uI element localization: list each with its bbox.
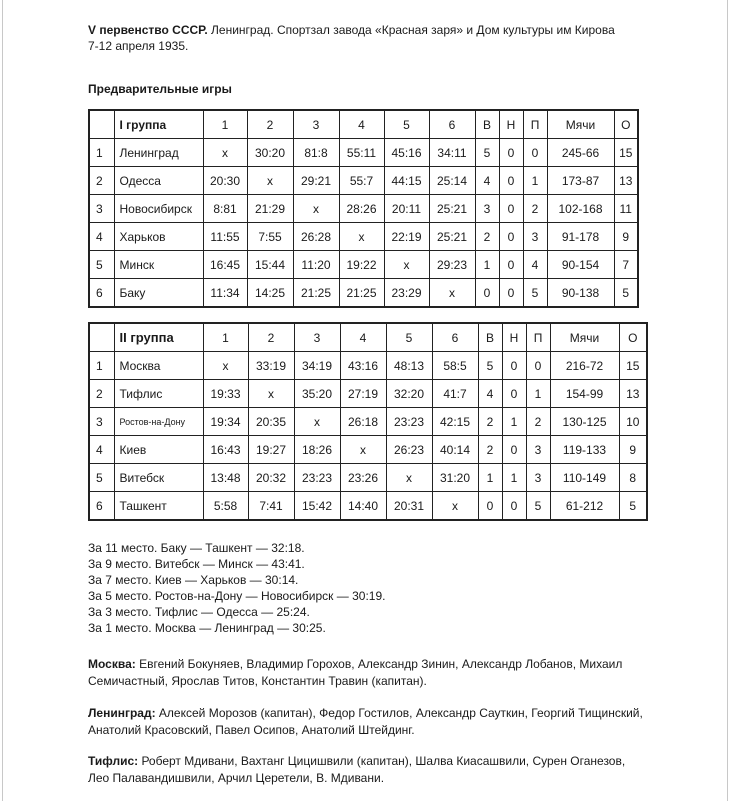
column-header: В: [475, 110, 499, 139]
score-cell: 27:19: [340, 380, 386, 408]
score-cell: 15:42: [294, 492, 340, 521]
final-placement-games: [88, 540, 385, 636]
points-cell: 11: [614, 195, 638, 223]
championship-venue: Ленинград. Спортзал завода «Красная заря» и Дом культуры им Кирова: [207, 23, 615, 37]
score-cell: 34:19: [294, 352, 340, 380]
score-cell: 33:19: [248, 352, 294, 380]
losses-cell: 1: [523, 167, 547, 195]
championship-dates: 7-12 апреля 1935.: [88, 39, 189, 53]
team-name-cell: Киев: [114, 436, 203, 464]
score-cell: 21:25: [339, 279, 384, 308]
losses-cell: 2: [523, 195, 547, 223]
score-cell: x: [294, 408, 340, 436]
final-game: За 11 место. Баку — Ташкент — 32:18.: [88, 541, 305, 555]
final-game: За 7 место. Киев — Харьков — 30:14.: [88, 573, 299, 587]
balls-cell: 61-212: [550, 492, 619, 521]
table-row: [89, 139, 638, 167]
score-cell: 20:30: [203, 167, 247, 195]
score-cell: 20:35: [248, 408, 294, 436]
draws-cell: 0: [499, 279, 523, 308]
score-cell: 58:5: [432, 352, 478, 380]
table-row: [89, 223, 638, 251]
draws-cell: 0: [499, 251, 523, 279]
wins-cell: 3: [475, 195, 499, 223]
championship-title-bold: V первенство СССР.: [88, 23, 208, 37]
points-cell: 15: [619, 352, 647, 380]
table-row: [89, 464, 647, 492]
roster-team: Тифлис:: [88, 754, 139, 768]
table-row: [89, 167, 638, 195]
score-cell: 13:48: [203, 464, 248, 492]
score-cell: 35:20: [294, 380, 340, 408]
balls-cell: 173-87: [547, 167, 614, 195]
losses-cell: 5: [526, 492, 550, 521]
column-header: 5: [386, 323, 432, 352]
column-header: Мячи: [547, 110, 614, 139]
score-cell: 19:27: [248, 436, 294, 464]
losses-cell: 5: [523, 279, 547, 308]
roster-leningrad: [88, 705, 648, 739]
balls-cell: 102-168: [547, 195, 614, 223]
losses-cell: 0: [526, 352, 550, 380]
balls-cell: 245-66: [547, 139, 614, 167]
team-name-cell: Новосибирск: [114, 195, 203, 223]
score-cell: 26:18: [340, 408, 386, 436]
column-header: 3: [293, 110, 339, 139]
roster-team: Ленинград:: [88, 706, 156, 720]
score-cell: 7:41: [248, 492, 294, 521]
points-cell: 9: [619, 436, 647, 464]
score-cell: 43:16: [340, 352, 386, 380]
draws-cell: 0: [502, 436, 526, 464]
score-cell: x: [203, 139, 247, 167]
balls-cell: 90-154: [547, 251, 614, 279]
wins-cell: 0: [475, 279, 499, 308]
corner-cell: [89, 110, 114, 139]
team-name-cell: Тифлис: [114, 380, 203, 408]
rank-cell: 1: [89, 352, 114, 380]
final-game: За 3 место. Тифлис — Одесса — 25:24.: [88, 605, 310, 619]
wins-cell: 2: [475, 223, 499, 251]
rank-cell: 2: [89, 167, 114, 195]
column-header: 4: [339, 110, 384, 139]
score-cell: 23:23: [386, 408, 432, 436]
draws-cell: 1: [502, 464, 526, 492]
column-header: В: [478, 323, 502, 352]
team-name-cell: Харьков: [114, 223, 203, 251]
team-name-cell: Ленинград: [114, 139, 203, 167]
score-cell: x: [248, 380, 294, 408]
points-cell: 13: [619, 380, 647, 408]
column-header: Мячи: [550, 323, 619, 352]
draws-cell: 0: [502, 492, 526, 521]
score-cell: 16:43: [203, 436, 248, 464]
losses-cell: 3: [526, 436, 550, 464]
roster-players: Алексей Морозов (капитан), Федор Гостилов, Александр Сауткин, Георгий Тищинский, Анатолий Красовский, Павел Осипов, Анатолий Штейдинг.: [88, 706, 643, 737]
draws-cell: 1: [502, 408, 526, 436]
score-cell: 25:21: [429, 223, 475, 251]
balls-cell: 130-125: [550, 408, 619, 436]
draws-cell: 0: [499, 167, 523, 195]
points-cell: 5: [614, 279, 638, 308]
score-cell: 5:58: [203, 492, 248, 521]
losses-cell: 2: [526, 408, 550, 436]
score-cell: 20:31: [386, 492, 432, 521]
score-cell: 22:19: [384, 223, 429, 251]
wins-cell: 5: [478, 352, 502, 380]
page-border-right: [727, 0, 728, 801]
rank-cell: 6: [89, 279, 114, 308]
rank-cell: 4: [89, 436, 114, 464]
team-name-cell: Москва: [114, 352, 203, 380]
score-cell: 25:14: [429, 167, 475, 195]
column-header: 5: [384, 110, 429, 139]
final-game: За 5 место. Ростов-на-Дону — Новосибирск — 30:19.: [88, 589, 386, 603]
score-cell: 26:28: [293, 223, 339, 251]
wins-cell: 1: [478, 464, 502, 492]
score-cell: 14:25: [247, 279, 293, 308]
draws-cell: 0: [499, 195, 523, 223]
column-header: О: [619, 323, 647, 352]
rank-cell: 4: [89, 223, 114, 251]
wins-cell: 2: [478, 436, 502, 464]
score-cell: x: [339, 223, 384, 251]
team-name-cell: Минск: [114, 251, 203, 279]
section-title: Предварительные игры: [88, 82, 232, 96]
column-header: 6: [432, 323, 478, 352]
group-title: II группа: [114, 323, 203, 352]
points-cell: 9: [614, 223, 638, 251]
points-cell: 7: [614, 251, 638, 279]
rank-cell: 5: [89, 251, 114, 279]
score-cell: 34:11: [429, 139, 475, 167]
page-border-left: [2, 0, 3, 801]
losses-cell: 4: [523, 251, 547, 279]
draws-cell: 0: [502, 352, 526, 380]
table-row: [89, 492, 647, 521]
wins-cell: 2: [478, 408, 502, 436]
column-header: Н: [499, 110, 523, 139]
rank-cell: 6: [89, 492, 114, 521]
losses-cell: 3: [523, 223, 547, 251]
team-name-cell: Баку: [114, 279, 203, 308]
group2-table: [88, 322, 648, 521]
team-name-cell: Витебск: [114, 464, 203, 492]
column-header: 3: [294, 323, 340, 352]
losses-cell: 3: [526, 464, 550, 492]
score-cell: 29:21: [293, 167, 339, 195]
score-cell: 20:32: [248, 464, 294, 492]
column-header: 6: [429, 110, 475, 139]
score-cell: 55:7: [339, 167, 384, 195]
score-cell: 15:44: [247, 251, 293, 279]
balls-cell: 119-133: [550, 436, 619, 464]
score-cell: 18:26: [294, 436, 340, 464]
wins-cell: 1: [475, 251, 499, 279]
score-cell: x: [340, 436, 386, 464]
score-cell: x: [429, 279, 475, 308]
score-cell: 81:8: [293, 139, 339, 167]
score-cell: 7:55: [247, 223, 293, 251]
score-cell: 28:26: [339, 195, 384, 223]
column-header: О: [614, 110, 638, 139]
score-cell: x: [203, 352, 248, 380]
roster-team: Москва:: [88, 657, 136, 671]
wins-cell: 4: [475, 167, 499, 195]
score-cell: x: [293, 195, 339, 223]
score-cell: 21:25: [293, 279, 339, 308]
score-cell: 31:20: [432, 464, 478, 492]
group1-table: [88, 109, 639, 308]
score-cell: 40:14: [432, 436, 478, 464]
score-cell: 23:29: [384, 279, 429, 308]
table-row: [89, 279, 638, 308]
column-header: 1: [203, 110, 247, 139]
draws-cell: 0: [499, 139, 523, 167]
rank-cell: 3: [89, 195, 114, 223]
score-cell: 30:20: [247, 139, 293, 167]
points-cell: 13: [614, 167, 638, 195]
final-game: За 9 место. Витебск — Минск — 43:41.: [88, 557, 305, 571]
score-cell: 29:23: [429, 251, 475, 279]
points-cell: 15: [614, 139, 638, 167]
wins-cell: 5: [475, 139, 499, 167]
wins-cell: 4: [478, 380, 502, 408]
team-name-cell: Ростов-на-Дону: [114, 408, 203, 436]
roster-moscow: [88, 656, 648, 690]
column-header: П: [526, 323, 550, 352]
score-cell: 16:45: [203, 251, 247, 279]
score-cell: 19:34: [203, 408, 248, 436]
losses-cell: 0: [523, 139, 547, 167]
score-cell: 14:40: [340, 492, 386, 521]
score-cell: 11:20: [293, 251, 339, 279]
final-game: За 1 место. Москва — Ленинград — 30:25.: [88, 621, 326, 635]
score-cell: 25:21: [429, 195, 475, 223]
column-header: 2: [247, 110, 293, 139]
score-cell: x: [386, 464, 432, 492]
roster-tiflis: [88, 753, 648, 787]
score-cell: 23:23: [294, 464, 340, 492]
score-cell: 44:15: [384, 167, 429, 195]
score-cell: 42:15: [432, 408, 478, 436]
score-cell: 21:29: [247, 195, 293, 223]
score-cell: 19:22: [339, 251, 384, 279]
score-cell: 20:11: [384, 195, 429, 223]
score-cell: 11:55: [203, 223, 247, 251]
table-header-row: [89, 110, 638, 139]
points-cell: 8: [619, 464, 647, 492]
rank-cell: 2: [89, 380, 114, 408]
table-row: [89, 251, 638, 279]
document-header: [88, 22, 648, 97]
rank-cell: 5: [89, 464, 114, 492]
score-cell: 45:16: [384, 139, 429, 167]
score-cell: 48:13: [386, 352, 432, 380]
score-cell: 19:33: [203, 380, 248, 408]
table-row: [89, 352, 647, 380]
score-cell: x: [247, 167, 293, 195]
draws-cell: 0: [499, 223, 523, 251]
points-cell: 5: [619, 492, 647, 521]
score-cell: 41:7: [432, 380, 478, 408]
roster-players: Евгений Бокуняев, Владимир Горохов, Александр Зинин, Александр Лобанов, Михаил Семичастный, Ярослав Титов, Константин Травин (капитан).: [88, 657, 623, 688]
team-name-cell: Одесса: [114, 167, 203, 195]
column-header: 2: [248, 323, 294, 352]
score-cell: x: [432, 492, 478, 521]
table-row: [89, 195, 638, 223]
score-cell: 11:34: [203, 279, 247, 308]
balls-cell: 90-138: [547, 279, 614, 308]
balls-cell: 110-149: [550, 464, 619, 492]
balls-cell: 91-178: [547, 223, 614, 251]
corner-cell: [89, 323, 114, 352]
column-header: 1: [203, 323, 248, 352]
rank-cell: 1: [89, 139, 114, 167]
table-row: [89, 408, 647, 436]
column-header: 4: [340, 323, 386, 352]
table-header-row: [89, 323, 647, 352]
score-cell: 32:20: [386, 380, 432, 408]
score-cell: 26:23: [386, 436, 432, 464]
points-cell: 10: [619, 408, 647, 436]
losses-cell: 1: [526, 380, 550, 408]
table-row: [89, 380, 647, 408]
rank-cell: 3: [89, 408, 114, 436]
column-header: Н: [502, 323, 526, 352]
balls-cell: 216-72: [550, 352, 619, 380]
team-name-cell: Ташкент: [114, 492, 203, 521]
championship-title: [88, 22, 648, 38]
column-header: П: [523, 110, 547, 139]
draws-cell: 0: [502, 380, 526, 408]
score-cell: x: [384, 251, 429, 279]
roster-players: Роберт Мдивани, Вахтанг Цицишвили (капитан), Шалва Киасашвили, Сурен Оганезов, Лео Палавандишвили, Арчил Церетели, В. Мдивани.: [88, 754, 626, 785]
balls-cell: 154-99: [550, 380, 619, 408]
wins-cell: 0: [478, 492, 502, 521]
table-row: [89, 436, 647, 464]
score-cell: 8:81: [203, 195, 247, 223]
score-cell: 23:26: [340, 464, 386, 492]
score-cell: 55:11: [339, 139, 384, 167]
group-title: I группа: [114, 110, 203, 139]
